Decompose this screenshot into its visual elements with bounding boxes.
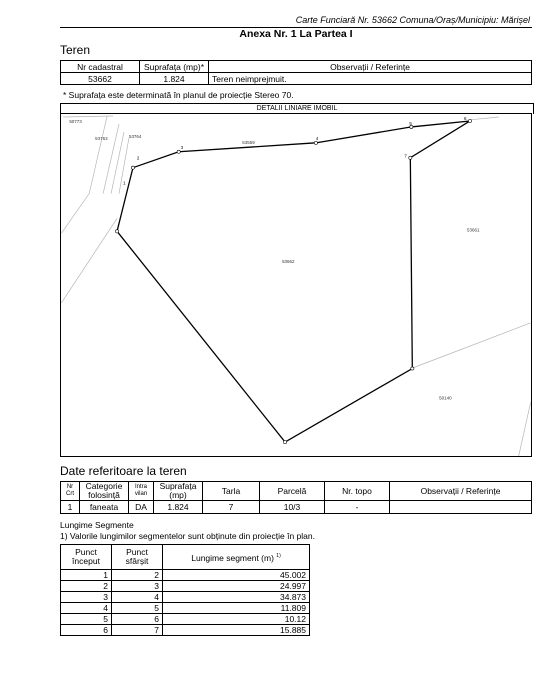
header-parcela: Parcelă	[260, 482, 325, 501]
parcel-map	[60, 113, 532, 457]
header-categorie: Categorie folosință	[80, 482, 129, 501]
date-table	[60, 481, 532, 514]
segment-row	[61, 592, 310, 603]
cell-suprafata: 1.824	[140, 73, 209, 85]
segment-row	[61, 581, 310, 592]
segment-table-header	[61, 545, 310, 570]
header-lungime-segment	[163, 545, 310, 570]
header-lungime-label: Lungime segment (m)	[191, 552, 274, 563]
teren-section-title: Teren	[60, 43, 91, 57]
neighbor-label-53764: 53764	[128, 133, 142, 139]
parcel-label: 53662	[282, 259, 295, 265]
teren-table-header	[61, 61, 532, 73]
date-table-header	[61, 482, 532, 501]
neighbor-label-53661: 53661	[466, 227, 480, 233]
point-label-4: 4	[315, 135, 319, 141]
cell-tarla: 7	[203, 501, 260, 514]
point-label-6: 6	[464, 115, 467, 121]
point-label-5: 5	[409, 120, 412, 126]
segment-end: 6	[112, 614, 163, 625]
header-nr-cadastral: Nr cadastral	[61, 61, 140, 73]
segment-row	[61, 625, 310, 636]
segment-start: 6	[61, 625, 112, 636]
segment-end: 5	[112, 603, 163, 614]
segment-table	[60, 544, 310, 636]
teren-table	[60, 60, 532, 85]
segment-start: 4	[61, 603, 112, 614]
segment-start: 5	[61, 614, 112, 625]
point-label-7: 7	[404, 153, 407, 159]
header-suprafata: Suprafața (mp)	[154, 482, 203, 501]
cell-parcela: 10/3	[260, 501, 325, 514]
cell-nr-topo: -	[325, 501, 390, 514]
segment-start: 3	[61, 592, 112, 603]
date-section-title: Date referitoare la teren	[60, 464, 187, 478]
date-table-row	[61, 501, 532, 514]
document-reference: Carte Funciară Nr. 53662 Comuna/Oraș/Municipiu: Mărișel	[295, 15, 530, 25]
segment-end: 2	[112, 570, 163, 581]
neighbor-label-50140: 50140	[439, 395, 452, 401]
cell-observatii: Teren neimprejmuit.	[209, 73, 532, 85]
parcel-boundary	[115, 119, 471, 443]
segment-table-body	[61, 570, 310, 636]
segment-length: 24.997	[163, 581, 310, 592]
segment-start: 2	[61, 581, 112, 592]
header-punct-sfarsit: Punct sfârșit	[112, 545, 163, 570]
neighbor-label-50773: 50773	[69, 118, 82, 124]
segment-row	[61, 614, 310, 625]
segment-length: 10.12	[163, 614, 310, 625]
map-title: DETALII LINIARE IMOBIL	[60, 103, 534, 114]
point-label-3: 3	[180, 144, 184, 150]
segment-row	[61, 603, 310, 614]
header-tarla: Tarla	[203, 482, 260, 501]
projection-note: * Suprafața este determinată în planul de proiecție Stereo 70.	[63, 90, 294, 100]
cell-nr-crt: 1	[61, 501, 80, 514]
cell-intravilan: DA	[129, 501, 154, 514]
header-intravilan: Intra vilan	[129, 482, 154, 501]
header-nr-crt: Nr Crt	[61, 482, 80, 501]
annex-title: Anexa Nr. 1 La Partea I	[239, 28, 353, 40]
segment-end: 4	[112, 592, 163, 603]
segment-end: 3	[112, 581, 163, 592]
segment-length: 15.885	[163, 625, 310, 636]
cell-suprafata: 1.824	[154, 501, 203, 514]
neighbor-label-53763: 53763	[95, 135, 108, 141]
segment-length: 11.809	[163, 603, 310, 614]
cell-categorie: faneata	[80, 501, 129, 514]
segment-row	[61, 570, 310, 581]
cell-nr-cadastral: 53662	[61, 73, 140, 85]
segment-length: 45.002	[163, 570, 310, 581]
point-label-1: 1	[123, 180, 126, 186]
cell-observatii	[390, 501, 532, 514]
header-nr-topo: Nr. topo	[325, 482, 390, 501]
point-label-2: 2	[136, 155, 140, 161]
header-punct-inceput: Punct început	[61, 545, 112, 570]
segment-start: 1	[61, 570, 112, 581]
neighbor-label-53559: 53559	[242, 139, 255, 145]
lungime-title: Lungime Segmente	[60, 520, 134, 530]
header-suprafata: Suprafața (mp)*	[140, 61, 209, 73]
header-observatii: Observații / Referințe	[209, 61, 532, 73]
segment-length: 34.873	[163, 592, 310, 603]
segment-end: 7	[112, 625, 163, 636]
lungime-note: 1) Valorile lungimilor segmentelor sunt obținute din proiecție în plan.	[60, 531, 315, 541]
teren-table-row	[61, 73, 532, 85]
header-observatii: Observații / Referințe	[390, 482, 532, 501]
header-lungime-footnote: 1)	[276, 552, 281, 559]
